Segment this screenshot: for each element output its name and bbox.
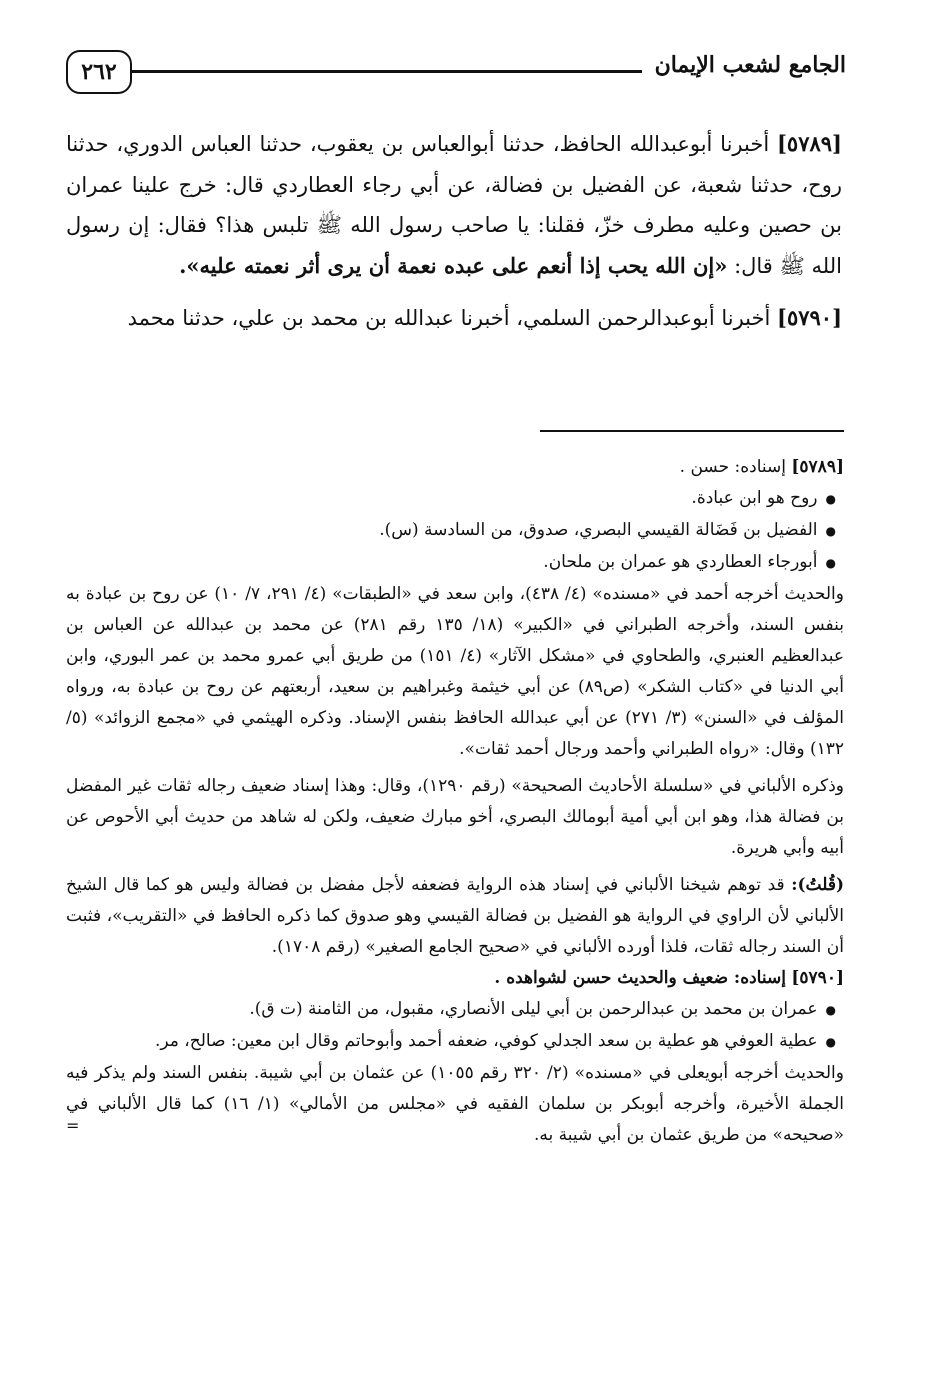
note-paragraph: والحديث أخرجه أبويعلى في «مسنده» (٢/ ٣٢٠ رقم ١٠٥٥) عن عثمان بن أبي شيبة. بنفس السند ولم يذكر فيه الجملة الأخيرة، وأخرجه أبوبكر بن سلمان الفقيه في «مجلس من الأمالي» (١/ ١٦) كما قال الألباني في «صحيحه» من طريق عثمان بن أبي شيبة به. <box>66 1063 844 1145</box>
hadith-number: [٥٧٩٠] <box>777 305 842 330</box>
page-number: ٢٦٢ <box>66 50 132 94</box>
note-paragraph: والحديث أخرجه أحمد في «مسنده» (٤/ ٤٣٨)، وابن سعد في «الطبقات» (٤/ ٢٩١، ٧/ ١٠) عن روح بن عبادة به بنفس السند، وأخرجه الطبراني في «الكبير» (١٨/ ١٣٥ رقم ٢٨١) عن محمد بن عبدالله عن العباس بن عبدالعظيم العنبري، والطحاوي في «مشكل الآثار» (٤/ ١٥١) من طريق أبي عمرو محمد بن عمر البوري، وابن أبي الدنيا في «كتاب الشكر» (ص٨٩) عن أبي خيثمة وغبراهيم بن سعيد، أربعتهم عن روح بن عبادة به، ورواه المؤلف في «السنن» (٣/ ٢٧١) عن أبي عبدالله الحافظ بنفس الإسناد. وذكره الهيثمي في «مجمع الزوائد» (٥/ ١٣٢) وقال: «رواه الطبراني وأحمد ورجال أحمد ثقات». <box>66 584 845 759</box>
book-title: الجامع لشعب الإيمان <box>654 52 846 78</box>
note-heading-5789 <box>66 452 844 483</box>
note-bullet: ● روح هو ابن عبادة. <box>66 483 844 515</box>
header-rule <box>132 70 642 73</box>
note-text: قد توهم شيخنا الألباني في إسناد هذه الرواية فضعفه لأجل مفضل بن فضالة وليس هو كما قال الشيخ الألباني لأن الراوي في الرواية هو الفضيل بن فضالة القيسي وهو صدوق كما ذكره الحافظ في «التقريب»، فثبت أن السند رجاله ثقات، فلذا أورده الألباني في «صحيح الجامع الصغير» (رقم ١٧٠٨). <box>66 875 844 957</box>
hadith-number: [٥٧٨٩] <box>776 131 842 156</box>
note-heading-5790 <box>66 963 844 994</box>
note-bullet: ● عطية العوفي هو عطية بن سعد الجدلي كوفي، ضعفه أحمد وأبوحاتم وقال ابن معين: صالح، مر. <box>66 1026 844 1058</box>
qult-label: (قُلتُ): <box>791 875 844 895</box>
note-bullet: ● الفضيل بن فَضَالة القيسي البصري، صدوق، من السادسة (س). <box>66 515 844 547</box>
hadith-5789 <box>66 124 842 286</box>
hadith-text: أخبرنا أبوعبدالرحمن السلمي، أخبرنا عبدالله بن محمد بن علي، حدثنا محمد <box>127 306 771 330</box>
hadith-text: أخبرنا أبوعبدالله الحافظ، حدثنا أبوالعباس بن يعقوب، حدثنا العباس الدوري، حدثنا روح، حدثنا شعبة، عن الفضيل بن فضالة، عن أبي رجاء العطاردي قال: خرج علينا عمران بن حصين وعليه مطرف خزّ، فقلنا: يا صاحب رسول الله ﷺ تلبس هذا؟ فقال: إن رسول الله ﷺ قال: <box>66 132 842 278</box>
note-paragraph <box>66 870 844 963</box>
page-header <box>66 44 846 100</box>
note-number: [٥٧٩٠] <box>791 968 844 988</box>
note-number: [٥٧٨٩] <box>791 457 844 477</box>
hadith-quote: «إن الله يحب إذا أنعم على عبده نعمة أن يرى أثر نعمته عليه». <box>179 252 728 278</box>
note-paragraph: وذكره الألباني في «سلسلة الأحاديث الصحيحة» (رقم ١٢٩٠)، وقال: وهذا إسناد ضعيف رجاله ثقات غير المفضل بن فضالة هذا، وهو ابن أبي أمية أبومالك البصري، أخو مبارك ضعيف، ولكن له شاهد من حديث أبي الأحوص عن أبيه وأبي هريرة. <box>66 776 844 858</box>
footnotes <box>66 452 844 1151</box>
continuation-mark: = <box>66 1116 80 1135</box>
footnote-separator <box>540 430 844 432</box>
note-bullet: ● أبورجاء العطاردي هو عمران بن ملحان. <box>66 547 844 579</box>
hadith-5790 <box>66 298 842 339</box>
main-text <box>66 124 842 339</box>
note-bullet: ● عمران بن محمد بن عبدالرحمن بن أبي ليلى الأنصاري، مقبول، من الثامنة (ت ق). <box>66 994 844 1026</box>
note-heading-text: إسناده: حسن . <box>679 457 786 477</box>
note-heading-text: إسناده: ضعيف والحديث حسن لشواهده . <box>494 968 786 988</box>
